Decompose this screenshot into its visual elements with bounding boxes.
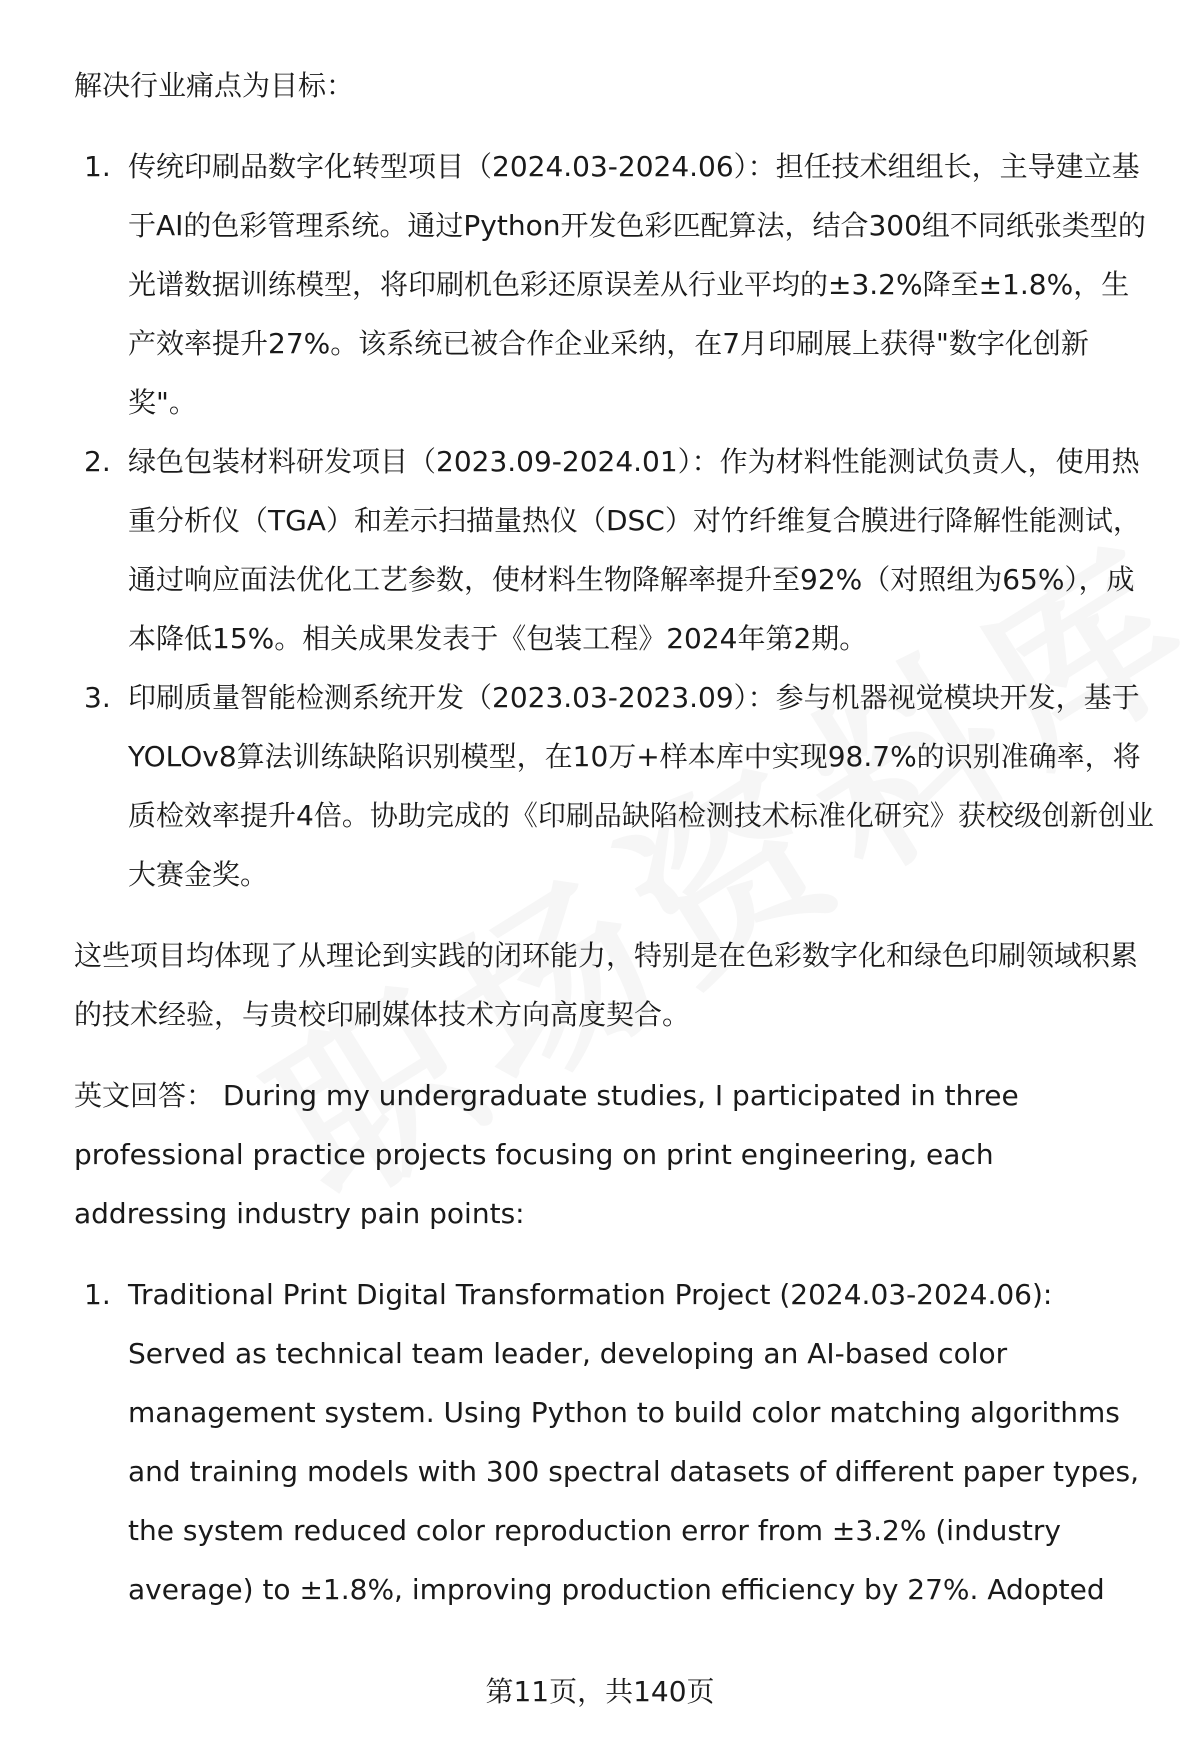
project-list-en bbox=[74, 1265, 1154, 1619]
page-footer: 第11页，共140页 bbox=[485, 1675, 715, 1708]
intro-paragraph: 解决行业痛点为目标： bbox=[74, 69, 355, 102]
english-intro-text: During my undergraduate studies, I participated in three professional practice projects focusing on print engineering, each addressing industry pain points: bbox=[74, 1079, 1019, 1230]
list-item bbox=[74, 1265, 1154, 1619]
spacer bbox=[74, 115, 1154, 137]
page-content bbox=[74, 56, 1154, 1619]
summary-paragraph: 这些项目均体现了从理论到实践的闭环能力，特别是在色彩数字化和绿色印刷领域积累的技术经验，与贵校印刷媒体技术方向高度契合。 bbox=[74, 939, 1139, 1031]
spacer bbox=[74, 904, 1154, 926]
spacer bbox=[74, 1243, 1154, 1265]
list-number: 1. bbox=[84, 1278, 111, 1311]
list-number: 3. bbox=[84, 681, 111, 714]
spacer bbox=[74, 1044, 1154, 1066]
list-number: 2. bbox=[84, 445, 111, 478]
list-item-text: 印刷质量智能检测系统开发（2023.03-2023.09）：参与机器视觉模块开发，基于YOLOv8算法训练缺陷识别模型，在10万+样本库中实现98.7%的识别准确率，将质检效率提升4倍。协助完成的《印刷品缺陷检测技术标准化研究》获校级创新创业大赛金奖。 bbox=[128, 681, 1154, 891]
english-answer-label: 英文回答： bbox=[74, 1079, 215, 1112]
list-item-text: Traditional Print Digital Transformation Project (2024.03-2024.06): Served as technical team leader, developing an AI-based color management system. Using Python to build color matching algorithms and training models with 300 spectral datasets of different paper types, the system reduced color reproduction error from ±3.2% (industry average) to ±1.8%, improving production efficiency by 27%. Adopted bbox=[128, 1278, 1140, 1606]
list-item bbox=[74, 432, 1154, 668]
list-item-text: 传统印刷品数字化转型项目（2024.03-2024.06）：担任技术组组长，主导建立基于AI的色彩管理系统。通过Python开发色彩匹配算法，结合300组不同纸张类型的光谱数据训练模型，将印刷机色彩还原误差从行业平均的±3.2%降至±1.8%，生产效率提升27%。该系统已被合作企业采纳，在7月印刷展上获得"数字化创新奖"。 bbox=[128, 150, 1146, 419]
list-item bbox=[74, 668, 1154, 904]
list-item bbox=[74, 137, 1154, 432]
project-list-zh bbox=[74, 137, 1154, 904]
english-intro-paragraph bbox=[74, 1066, 1154, 1243]
list-item-text: 绿色包装材料研发项目（2023.09-2024.01）：作为材料性能测试负责人，使用热重分析仪（TGA）和差示扫描量热仪（DSC）对竹纤维复合膜进行降解性能测试，通过响应面法优化工艺参数，使材料生物降解率提升至92%（对照组为65%），成本降低15%。相关成果发表于《包装工程》2024年第2期。 bbox=[128, 445, 1141, 655]
list-number: 1. bbox=[84, 150, 111, 183]
